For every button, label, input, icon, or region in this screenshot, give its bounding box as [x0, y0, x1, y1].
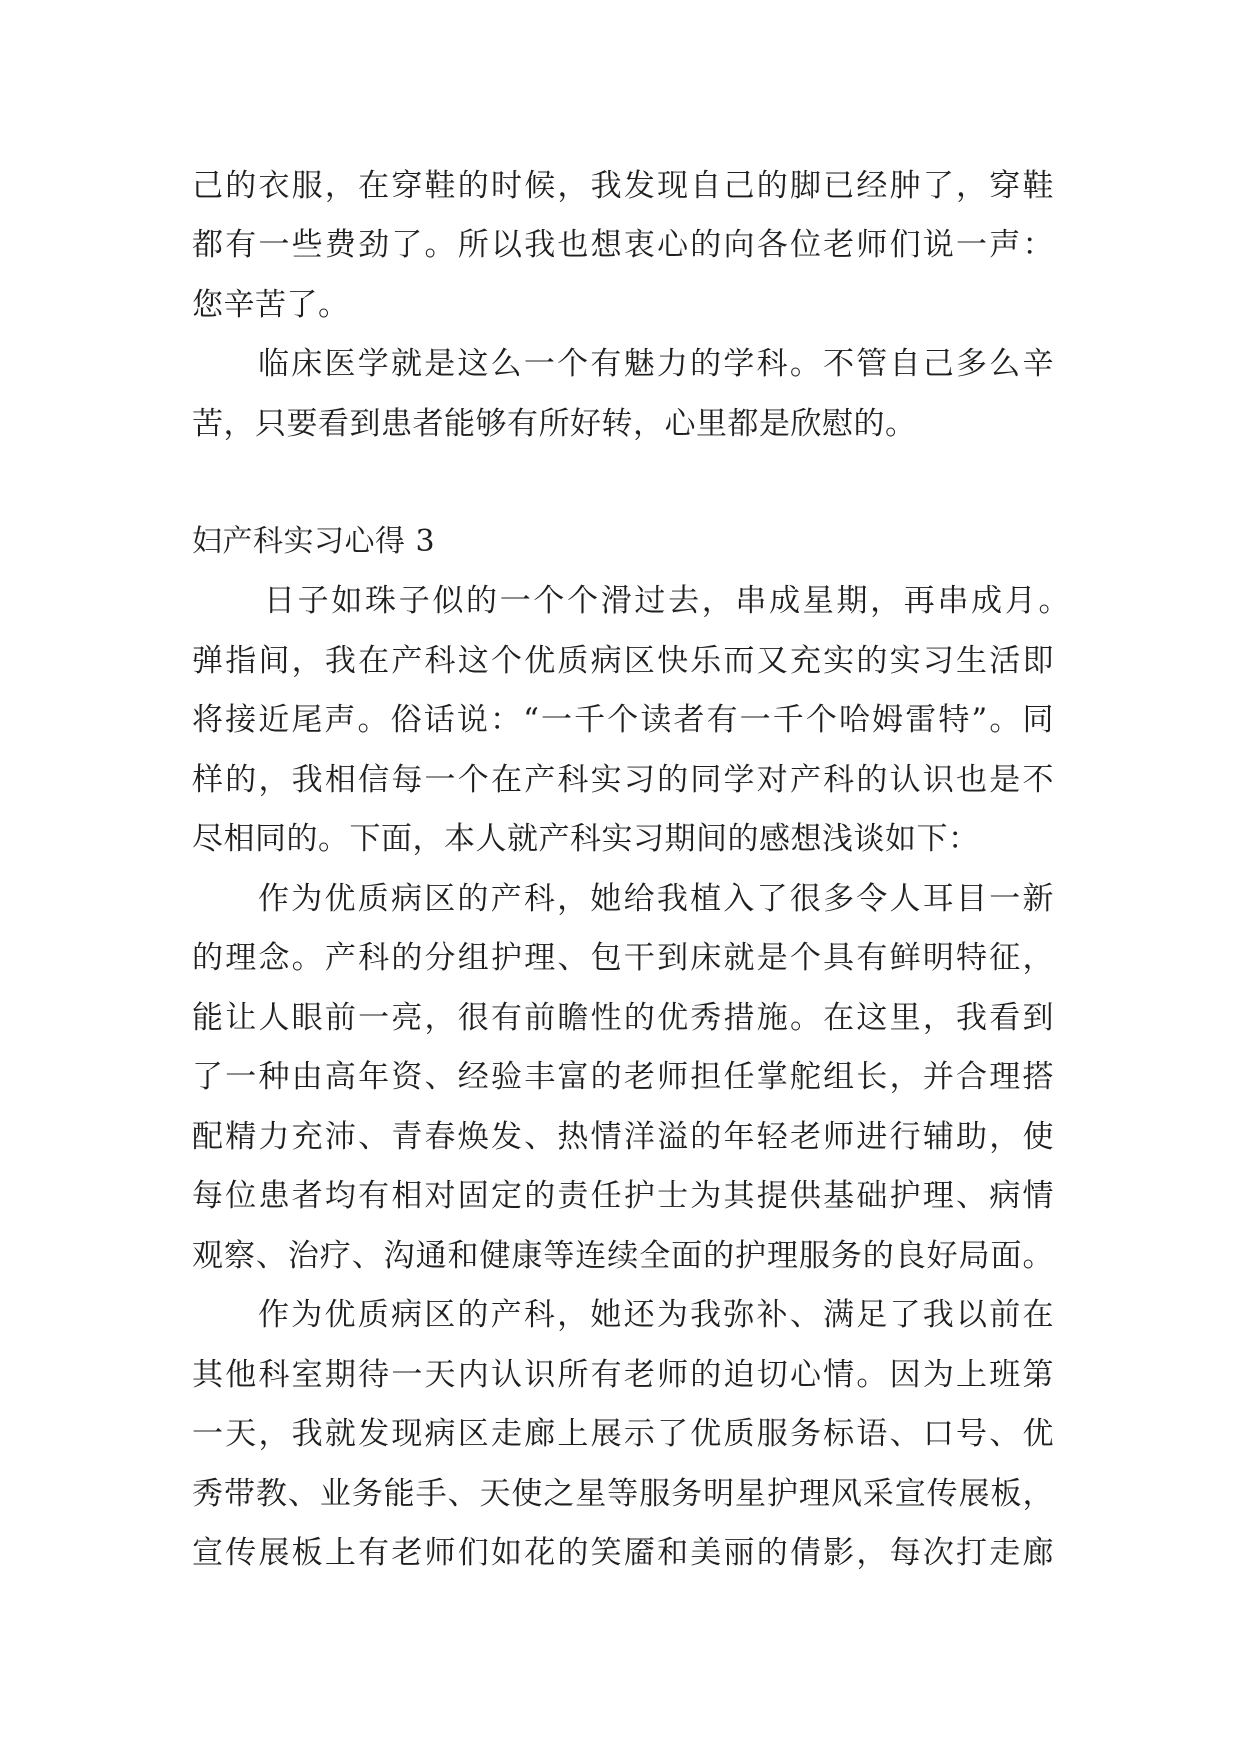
paragraph-line: 作为优质病区的产科，她还为我弥补、满足了我以前在	[258, 1297, 1054, 1333]
paragraph-line: 一天，我就发现病区走廊上展示了优质服务标语、口号、优	[192, 1416, 1054, 1452]
paragraph-line: 其他科室期待一天内认识所有老师的迫切心情。因为上班第	[192, 1357, 1054, 1393]
paragraph-line: 日子如珠子似的一个个滑过去，串成星期，再串成月。	[264, 583, 1070, 619]
paragraph-line: 弹指间，我在产科这个优质病区快乐而又充实的实习生活即	[192, 643, 1054, 679]
paragraph-line: 的理念。产科的分组护理、包干到床就是个具有鲜明特征，	[192, 940, 1054, 976]
paragraph-line: 临床医学就是这么一个有魅力的学科。不管自己多么辛	[258, 346, 1054, 382]
paragraph-line: 配精力充沛、青春焕发、热情洋溢的年轻老师进行辅助，使	[192, 1119, 1054, 1155]
paragraph-line: 作为优质病区的产科，她给我植入了很多令人耳目一新	[258, 881, 1054, 917]
paragraph-line: 每位患者均有相对固定的责任护士为其提供基础护理、病情	[192, 1178, 1054, 1214]
paragraph-line: 样的，我相信每一个在产科实习的同学对产科的认识也是不	[192, 762, 1054, 798]
paragraph-line: 尽相同的。下面，本人就产科实习期间的感想浅谈如下：	[192, 821, 980, 857]
paragraph-line: 您辛苦了。	[192, 287, 350, 323]
paragraph-line: 了一种由高年资、经验丰富的老师担任掌舵组长，并合理搭	[192, 1059, 1054, 1095]
paragraph-line: 都有一些费劲了。所以我也想衷心的向各位老师们说一声：	[192, 227, 1054, 263]
paragraph-line: 宣传展板上有老师们如花的笑靥和美丽的倩影，每次打走廊	[192, 1535, 1054, 1571]
paragraph-line: 观察、治疗、沟通和健康等连续全面的护理服务的良好局面。	[192, 1238, 1054, 1274]
paragraph-line: 己的衣服，在穿鞋的时候，我发现自己的脚已经肿了，穿鞋	[192, 168, 1054, 204]
paragraph-line: 将接近尾声。俗话说：“一千个读者有一千个哈姆雷特”。同	[192, 702, 1054, 738]
paragraph-line: 能让人眼前一亮，很有前瞻性的优秀措施。在这里，我看到	[192, 1000, 1054, 1036]
paragraph-line: 苦，只要看到患者能够有所好转，心里都是欣慰的。	[192, 406, 917, 442]
paragraph-line: 秀带教、业务能手、天使之星等服务明星护理风采宣传展板，	[192, 1476, 1054, 1512]
section-heading: 妇产科实习心得 3	[192, 524, 436, 559]
